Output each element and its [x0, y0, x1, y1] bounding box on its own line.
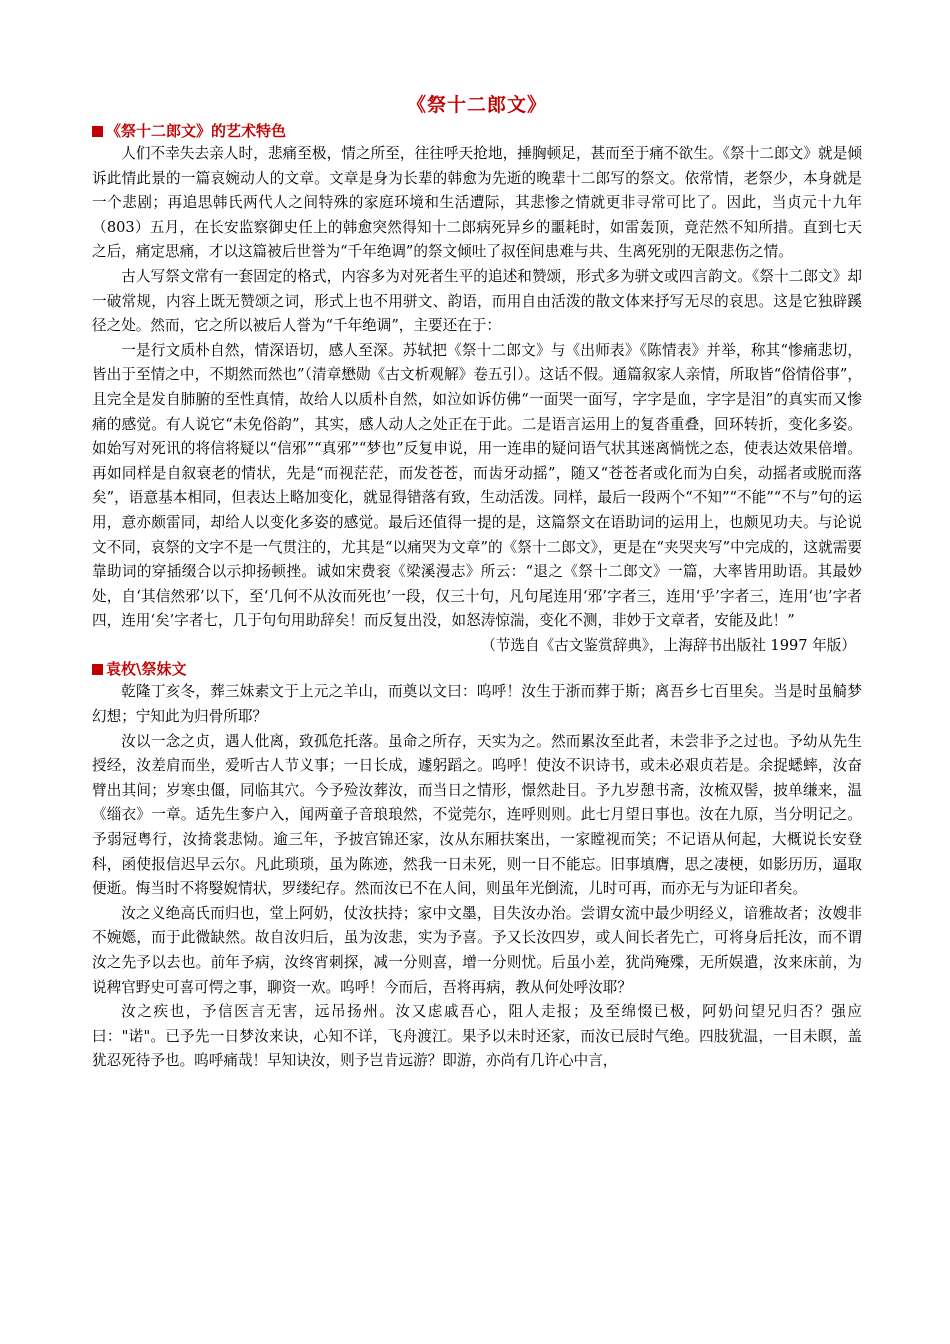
square-bullet-icon: [92, 126, 103, 137]
square-bullet-icon: [92, 664, 103, 675]
paragraph: 人们不幸失去亲人时，悲痛至极，情之所至，往往呼天抢地，捶胸顿足，甚而至于痛不欲生。《祭十二郎文》就是倾诉此情此景的一篇哀婉动人的文章。文章是身为长辈的韩愈为先逝的晚辈十二郎写的祭文。依常情，老祭少，本身就是一个悲剧；再追思韩氏两代人之间特殊的家庭环境和生活遭际，其悲惨之情就更非寻常可比了。因此，当贞元十九年（803）五月，在长安监察御史任上的韩愈突然得知十二郎病死异乡的噩耗时，如雷轰顶，竟茫然不知所措。直到七天之后，痛定思痛，才以这篇被后世誉为“千年绝调”的祭文倾吐了叔侄间患难与共、生离死别的无限悲伤之情。: [92, 145, 862, 261]
section-heading-label: 《祭十二郎文》的艺术特色: [106, 122, 287, 140]
paragraph: 乾隆丁亥冬，葬三妹素文于上元之羊山，而奠以文曰：呜呼！汝生于浙而葬于斯；离吾乡七百里矣。当是时虽觭梦幻想；宁知此为归骨所耶？: [92, 683, 862, 726]
section-heading-label: 袁枚\祭妹文: [106, 660, 187, 679]
section-heading-jimeiwen: [92, 658, 862, 680]
paragraph: 一是行文质朴自然，情深语切，感人至深。苏轼把《祭十二郎文》与《出师表》《陈情表》并举，称其“惨痛悲切，皆出于至情之中，不期然而然也”（清章懋勋《古文析观解》卷五引）。这话不假。通篇叙家人亲情，所取皆“俗情俗事”，且完全是发自肺腑的至性真情，故给人以质朴自然，如泣如诉仿佛“一面哭一面写，字字是血，字字是泪”的真实而又惨痛的感觉。有人说它“未免俗韵”，其实，感人动人之处正在于此。二是语言运用上的复沓重叠，回环转折，变化多姿。如始写对死讯的将信将疑以“信邪”“真邪”“梦也”反复申说，用一连串的疑问语气状其迷离惝恍之态，使表达效果倍增。再如同样是自叙衰老的情状，先是“而视茫茫，而发苍苍，而齿牙动摇”，随又“苍苍者或化而为白矣，动摇者或脱而落矣”，语意基本相同，但表达上略加变化，就显得错落有致，生动活泼。同样，最后一段两个“不知”“不能”“不与”句的运用，意亦颇雷同，却给人以变化多姿的感觉。最后还值得一提的是，这篇祭文在语助词的运用上，也颇见功夫。与论说文不同，哀祭的文字不是一气贯注的，尤其是“以痛哭为文章”的《祭十二郎文》，更是在“夹哭夹写”中完成的，这就需要靠助词的穿插缀合以示抑扬顿挫。诚如宋费衮《梁溪漫志》所云：“退之《祭十二郎文》一篇，大率皆用助语。其最妙处，自‘其信然邪’以下，至‘几何不从汝而死也’一段，仅三十句，凡句尾连用‘邪’字者三，连用‘乎’字者三，连用‘也’字者四，连用‘矣’字者七，几于句句用助辞矣！而反复出没，如怒涛惊湍，变化不测，非妙于文章者，安能及此！”: [92, 341, 862, 630]
paragraph: 古人写祭文常有一套固定的格式，内容多为对死者生平的追述和赞颂，形式多为骈文或四言韵文。《祭十二郎文》却一破常规，内容上既无赞颂之词，形式上也不用骈文、韵语，而用自由活泼的散文体来抒写无尽的哀思。这是它独辟蹊径之处。然而，它之所以被后人誉为“千年绝调”，主要还在于：: [92, 267, 862, 335]
source-citation: （节选自《古文鉴赏辞典》，上海辞书出版社 1997 年版）: [481, 636, 856, 654]
paragraph: 汝之义绝高氏而归也，堂上阿奶，仗汝扶持；家中文墨，目失汝办治。尝谓女流中最少明经义，谙雅故者；汝嫂非不婉嫕，而于此微缺然。故自汝归后，虽为汝悲，实为予喜。予又长汝四岁，或人间长者先亡，可将身后托汝，而不谓汝之先予以去也。前年予病，汝终宵刺探，减一分则喜，增一分则忧。后虽小差，犹尚殗殜，无所娱遣，汝来床前，为说稗官野史可喜可愕之事，聊资一欢。呜呼！今而后，吾将再病，教从何处呼汝耶？: [92, 904, 862, 996]
page-title: 《祭十二郎文》: [406, 94, 547, 116]
paragraph: 汝之疾也，予信医言无害，远吊扬州。汝又虑戚吾心，阻人走报；及至绵惙已极，阿奶问望兄归否？强应曰："诺"。已予先一日梦汝来诀，心知不详，飞舟渡江。果予以未时还家，而汝已辰时气绝。四肢犹温，一目未瞑，盖犹忍死待予也。呜呼痛哉！早知诀汝，则予岂肯远游？即游，亦尚有几许心中言，: [92, 1003, 862, 1070]
document-page: [92, 92, 862, 1074]
section-heading-art-features: [92, 120, 862, 142]
paragraph: 汝以一念之贞，遇人仳离，致孤危托落。虽命之所存，天实为之。然而累汝至此者，未尝非予之过也。予幼从先生授经，汝差肩而坐，爱听古人节义事；一日长成，遽躬蹈之。呜呼！使汝不识诗书，或未必艰贞若是。余捉蟋蟀，汝奋臂出其间；岁寒虫僵，同临其穴。今予殓汝葬汝，而当日之情形，憬然赴目。予九岁憩书斋，汝梳双髻，披单缣来，温《缁衣》一章。适先生奓户入，闻两童子音琅琅然，不觉莞尔，连呼则则。此七月望日事也。汝在九原，当分明记之。予弱冠粤行，汝掎裳悲恸。逾三年，予披宫锦还家，汝从东厢扶案出，一家瞠视而笑；不记语从何起，大概说长安登科，函使报信迟早云尔。凡此琐琐，虽为陈迹，然我一日未死，则一日不能忘。旧事填膺，思之凄梗，如影历历，逼取便逝。悔当时不将嫛婗情状，罗缕纪存。然而汝已不在人间，则虽年光倒流，儿时可再，而亦无与为证印者矣。: [92, 732, 862, 898]
